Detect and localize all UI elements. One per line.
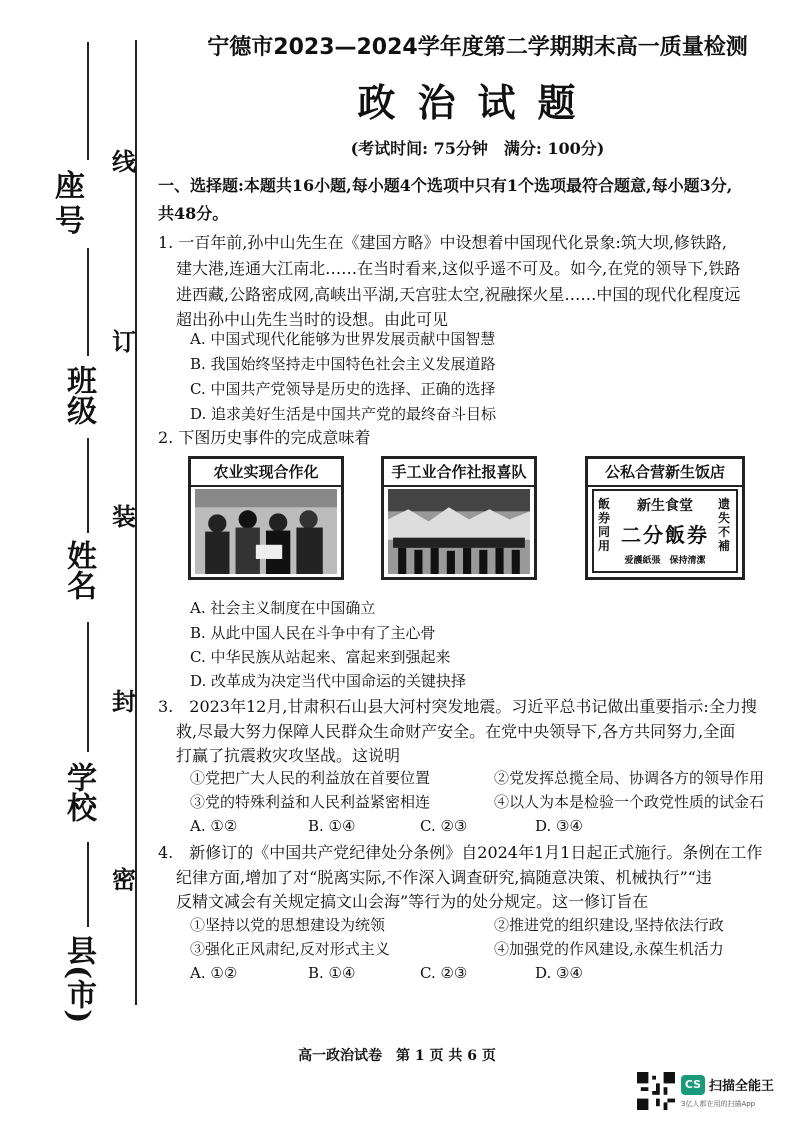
q4-item-1: ①坚持以党的思想建设为统领 bbox=[190, 916, 386, 934]
image-caption: 农业实现合作化 bbox=[191, 459, 341, 487]
ticket-note: 爱護紙張 保持清潔 bbox=[624, 556, 706, 566]
county-label: 县(市) bbox=[61, 935, 96, 1024]
q3-answer-d: D. ③④ bbox=[535, 817, 583, 835]
q1-option-d: D. 追求美好生活是中国共产党的最终奋斗目标 bbox=[190, 405, 497, 423]
ticket-left-text: 飯券同用 bbox=[598, 497, 611, 553]
q2-option-a: A. 社会主义制度在中国确立 bbox=[190, 599, 376, 617]
exam-info: (考试时间: 75分钟 满分: 100分) bbox=[350, 139, 605, 158]
q1-option-a: A. 中国式现代化能够为世界发展贡献中国智慧 bbox=[190, 330, 496, 348]
q3-line-2: 救,尽最大努力保障人民群众生命财产安全。在党中央领导下,各方共同努力,全面 bbox=[176, 722, 736, 741]
q3-line-3: 打赢了抗震救灾攻坚战。这说明 bbox=[176, 746, 401, 765]
school-label: 学校 bbox=[61, 762, 96, 822]
exam-title: 宁德市2023—2024学年度第二学期期末高一质量检测 bbox=[207, 35, 748, 60]
q4-line-1: 4. 新修订的《中国共产党纪律处分条例》自2024年1月1日起正式施行。条例在工作 bbox=[158, 843, 763, 862]
class-field[interactable] bbox=[87, 248, 89, 356]
q1-line-3: 进西藏,公路密成网,高峡出平湖,天宫驻太空,祝融探火星……中国的现代化程度远 bbox=[176, 285, 741, 304]
q4-item-2: ②推进党的组织建设,坚持依法行政 bbox=[494, 916, 724, 934]
page-footer: 高一政治试卷 第 1 页 共 6 页 bbox=[298, 1048, 496, 1064]
image-handicraft-cooperative bbox=[381, 456, 537, 580]
binding-char-line: 线 bbox=[112, 147, 136, 176]
ticket-canteen-name: 新生食堂 bbox=[637, 498, 693, 514]
q4-answer-d: D. ③④ bbox=[535, 964, 583, 982]
q1-option-c: C. 中国共产党领导是历史的选择、正确的选择 bbox=[190, 380, 496, 398]
q4-item-3: ③强化正风肃纪,反对形式主义 bbox=[190, 940, 390, 958]
q3-item-2: ②党发挥总揽全局、协调各方的领导作用 bbox=[494, 769, 765, 787]
scanner-logo-icon: CS bbox=[681, 1075, 705, 1095]
q3-item-1: ①党把广大人民的利益放在首要位置 bbox=[190, 769, 431, 787]
q3-answer-b: B. ①④ bbox=[308, 817, 356, 835]
seat-number-label: 座号 bbox=[55, 169, 85, 239]
name-field[interactable] bbox=[87, 438, 89, 533]
q3-answer-c: C. ②③ bbox=[420, 817, 468, 835]
parade-photo-icon bbox=[388, 489, 530, 574]
q3-answer-a: A. ①② bbox=[190, 817, 238, 835]
ticket-right-text: 遗失不補 bbox=[718, 497, 731, 553]
q1-option-b: B. 我国始终坚持走中国特色社会主义发展道路 bbox=[190, 355, 496, 373]
binding-char-seal: 封 bbox=[112, 687, 136, 716]
image-agriculture-cooperative bbox=[188, 456, 344, 580]
meal-ticket bbox=[592, 489, 738, 573]
scanner-app-tagline: 3亿人都在用的扫描App bbox=[681, 1100, 756, 1108]
q3-item-3: ③党的特殊利益和人民利益紧密相连 bbox=[190, 793, 431, 811]
subject-title: 政治试题 bbox=[357, 80, 598, 125]
image-caption: 公私合营新生饭店 bbox=[588, 459, 742, 487]
crowd-photo-icon bbox=[195, 489, 337, 574]
q2-option-d: D. 改革成为决定当代中国命运的关键抉择 bbox=[190, 672, 467, 690]
binding-char-secret: 密 bbox=[112, 865, 136, 894]
q4-item-4: ④加强党的作风建设,永葆生机活力 bbox=[494, 940, 724, 958]
q4-answer-c: C. ②③ bbox=[420, 964, 468, 982]
county-field[interactable] bbox=[87, 842, 89, 927]
ticket-value: 二分飯券 bbox=[621, 523, 709, 547]
scanner-app-name: 扫描全能王 bbox=[709, 1079, 775, 1094]
q4-answer-a: A. ①② bbox=[190, 964, 238, 982]
section-heading: 一、选择题:本题共16小题,每小题4个选项中只有1个选项最符合题意,每小题3分, 共48分。 bbox=[158, 176, 733, 223]
q4-answer-b: B. ①④ bbox=[308, 964, 356, 982]
binding-char-order: 订 bbox=[112, 327, 136, 356]
image-caption: 手工业合作社报喜队 bbox=[384, 459, 534, 487]
binding-char-install: 装 bbox=[112, 502, 136, 531]
q2-option-b: B. 从此中国人民在斗争中有了主心骨 bbox=[190, 624, 436, 642]
q1-line-2: 建大港,连通大江南北……在当时看来,这似乎遥不可及。如今,在党的领导下,铁路 bbox=[176, 259, 741, 278]
name-label: 姓名 bbox=[61, 540, 96, 600]
q1-line-1: 1. 一百年前,孙中山先生在《建国方略》中设想着中国现代化景象:筑大坝,修铁路, bbox=[158, 233, 728, 252]
q2-option-c: C. 中华民族从站起来、富起来到强起来 bbox=[190, 648, 451, 666]
q1-line-4: 超出孙中山先生当时的设想。由此可见 bbox=[176, 310, 449, 329]
q4-line-3: 反精文减会有关规定搞文山会海”等行为的处分规定。这一修订旨在 bbox=[176, 892, 649, 911]
image-public-private-ticket bbox=[585, 456, 745, 580]
qr-code-icon bbox=[637, 1072, 675, 1110]
q3-item-4: ④以人为本是检验一个政党性质的试金石 bbox=[494, 793, 765, 811]
class-label: 班级 bbox=[61, 365, 96, 425]
seat-number-field[interactable] bbox=[87, 42, 89, 160]
q4-line-2: 纪律方面,增加了对“脱离实际,不作深入调查研究,搞随意决策、机械执行”“违 bbox=[176, 868, 712, 887]
q2-stem: 2. 下图历史事件的完成意味着 bbox=[158, 428, 371, 447]
school-field[interactable] bbox=[87, 622, 89, 752]
q3-line-1: 3. 2023年12月,甘肃积石山县大河村突发地震。习近平总书记做出重要指示:全力搜 bbox=[158, 697, 757, 716]
